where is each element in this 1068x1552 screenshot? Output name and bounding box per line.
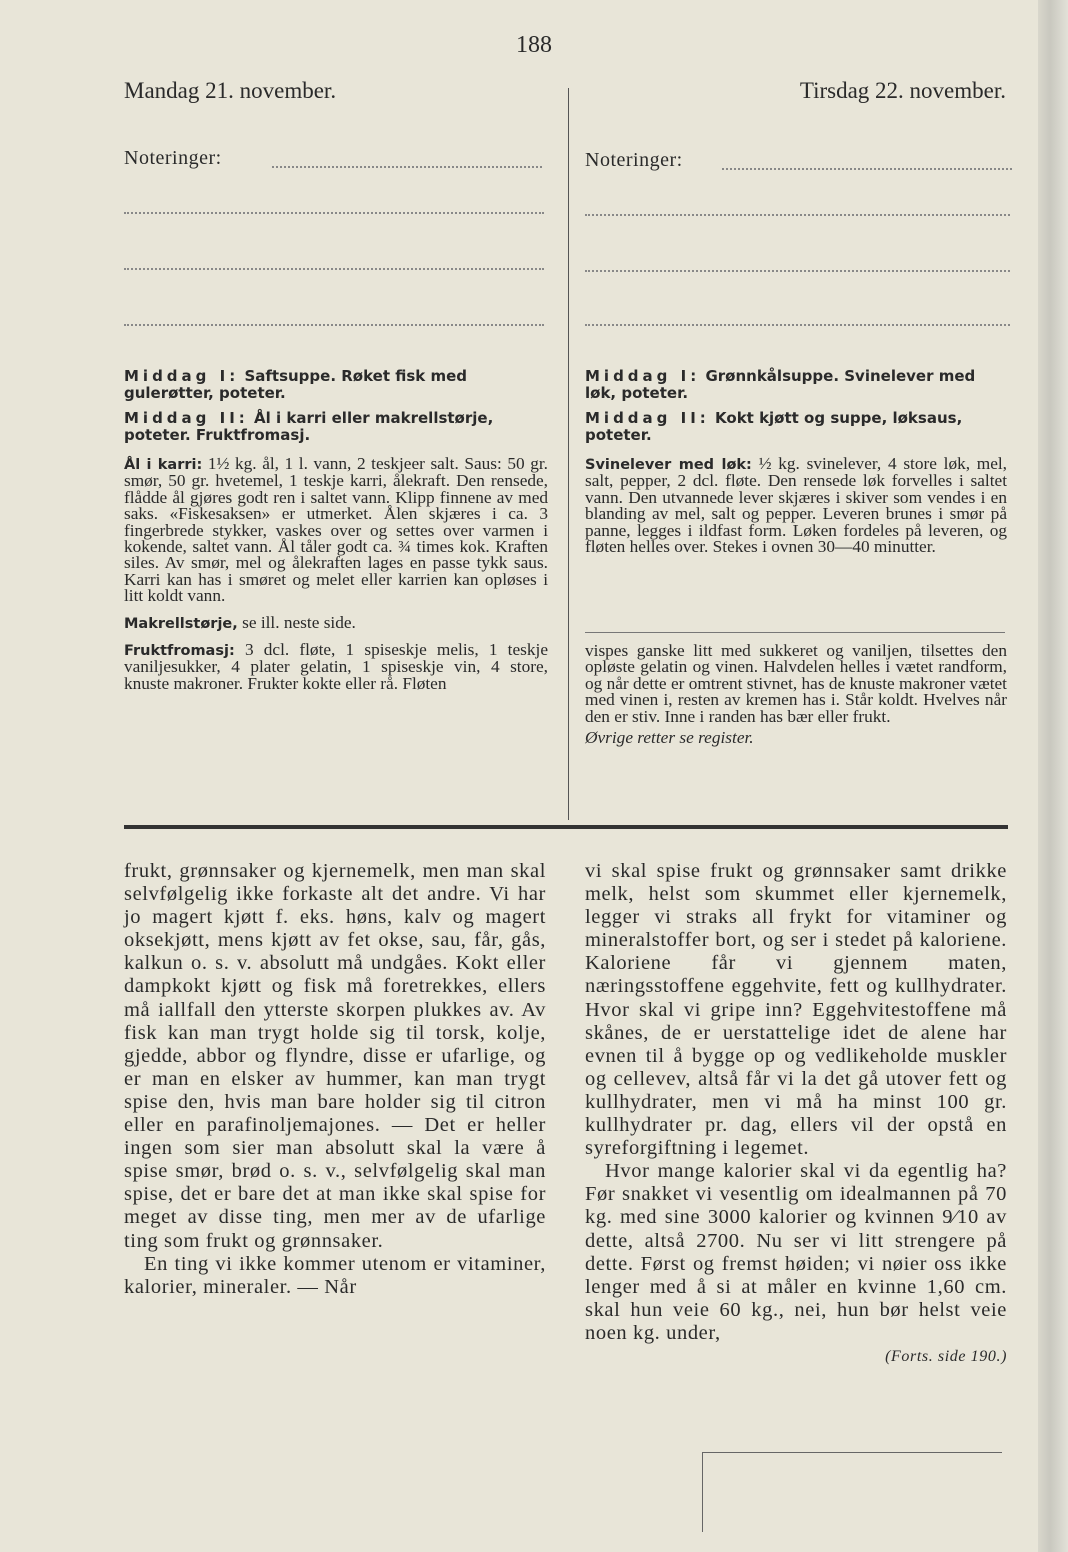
notes-line-right-4 <box>585 324 1010 326</box>
article-right-p1: vi skal spise frukt og grønnsaker samt drikke melk, helst som skummet eller kjernemelk, legger vi straks all frykt for vitaminer og mineralstoffer bort, og ser i stedet på kaloriene. Kaloriene får vi gjennem maten, næringsstoffene eggehvite, fett og kullhydrater. Hvor skal vi gripe inn? Eggehvitestoffene må skånes, de er uerstattelige idet de alene har evnen til å bygge op og vedlikeholde muskler og cellevev, altså får vi la det gå utover fett og kullhydrater, men vi må ha minst 100 gr. kullhydrater pr. dag, ellers vil der opstå en syreforgiftning i legemet. <box>585 860 1007 1160</box>
notes-line-left-3 <box>124 268 544 270</box>
recipe-al-i-karri <box>124 456 548 605</box>
notes-line-right-2 <box>585 214 1010 216</box>
recipe-fruktfromasj <box>124 642 548 692</box>
article-left-p2: En ting vi ikke kommer utenom er vitaminer, kalorier, mineraler. — Når <box>124 1252 546 1298</box>
middag-2-label: Middag II: <box>124 409 249 427</box>
recipe-makrell <box>124 612 548 632</box>
left-menu-block <box>124 368 548 692</box>
middag-2-text: Ål i karri eller makrellstørje, poteter. Fruktfromasj. <box>124 409 494 444</box>
recipe-svinelever <box>585 456 1007 555</box>
recipe-frukt-title: Fruktfromasj: <box>124 643 235 660</box>
recipe-svin-text: ½ kg. svinelever, 4 store løk, mel, salt, pepper, 2 dcl. fløte. Den rensede løk forvelles i saltet vann. Den utvannede lever skjæres i skiver som vendes i en blanding av mel, salt og pepper. Leveren brunes i smør på panne, legges i ildfast form. Løken fordeles på leveren, og fløten helles over. Stekes i ovnen 30—40 minutter. <box>585 454 1007 557</box>
recipe-al-text: 1½ kg. ål, 1 l. vann, 2 teskjeer salt. Saus: 50 gr. smør, 50 gr. hvetemel, 1 teskje karri, ålekraft. Den rensede, flådde ål gjøres godt ren i saltet vann. Klipp finnene av med saks. «Fiskesaksen» er utmerket. Ålen skjæres i ca. 3 fingerbrede stykker, vaskes over og settes over varmen i kokende, saltet vann. Ål tåler godt ca. ¾ times kok. Kraften siles. Av smør, mel og ålekraften lages en passe tykk saus. Karri kan has i smøret og melet eller karrien kan opløses i litt koldt vann. <box>124 454 548 606</box>
box-left-edge <box>702 1452 703 1532</box>
notes-line-left-1 <box>272 166 542 168</box>
recipe-cont-text: vispes ganske litt med sukkeret og vaniljen, tilsettes den opløste gelatin og vinen. Halvdelen helles i vætet randform, og når dette er omtrent stivnet, has de knuste makroner vætet med vinen i, resten av kremen has i. Står koldt. Hvelves når den er stiv. Inne i randen has bær eller frukt. <box>585 641 1007 726</box>
right-middag-2 <box>585 410 1007 444</box>
recipe-makrell-title: Makrellstørje, <box>124 615 238 632</box>
recipe-svin-title: Svinelever med løk: <box>585 457 752 473</box>
recipe-al-title: Ål i karri: <box>124 457 203 473</box>
middag-1-text: Grønnkålsuppe. Svinelever med løk, poteter. <box>585 367 976 402</box>
article-left-column <box>124 860 546 1299</box>
page-number: 188 <box>516 32 552 58</box>
recipe-frukt-text: 3 dcl. fløte, 1 spiseskje melis, 1 teskje vaniljesukker, 4 plater gelatin, 1 spiseskje vin, 4 store, knuste makroner. Frukter kokte eller rå. Fløten <box>124 640 548 693</box>
notes-line-left-2 <box>124 212 544 214</box>
notes-label-right: Noteringer: <box>585 149 683 171</box>
column-divider <box>568 88 569 820</box>
recipe-makrell-text: se ill. neste side. <box>242 612 356 632</box>
recipe-separator <box>585 632 1005 633</box>
middag-1-label: Middag I: <box>124 367 240 385</box>
recipe-fruktfromasj-continued <box>585 643 1007 746</box>
middag-1-label: Middag I: <box>585 367 701 385</box>
middag-1-text: Saftsuppe. Røket fisk med gulerøtter, poteter. <box>124 367 468 402</box>
box-top-edge <box>702 1452 1002 1453</box>
right-middag-1 <box>585 368 1007 402</box>
middag-2-label: Middag II: <box>585 409 710 427</box>
right-menu-block <box>585 368 1007 555</box>
page-edge <box>1038 0 1068 1552</box>
article-left-p1: frukt, grønnsaker og kjernemelk, men man skal selvfølgelig ikke forkaste alt det andre. Vi har jo magert kjøtt f. eks. høns, kalv og magert oksekjøtt, mens kjøtt av fet okse, sau, får, gås, kalkun o. s. v. absolutt må undgåes. Kokt eller dampkokt kjøtt og fisk må foretrekkes, ellers må iallfall den ytterste skorpen plukkes av. Av fisk kan man trygt holde sig til torsk, kolje, gjedde, abbor og flyndre, disse er ufarlige, og er man en elsker av hummer, kan man trygt spise den, hvis man bare holder sig til citron eller en parafinoljemajones. — Det er heller ingen som sier man absolutt skal la være å spise smør, brød o. s. v., selvfølgelig skal man spise, det er bare det at man ikke skal spise for meget av disse ting, men mer av de ufarlige ting som frukt og grønnsaker. <box>124 860 546 1252</box>
article-right-p2: Hvor mange kalorier skal vi da egentlig ha? Før snakket vi vesentlig om idealmannen på 70 kg. med sine 3000 kalorier og kvinnen 9⁄10 av dette, altså 2700. Nu ser vi litt strengere på dette. Først og fremst høiden; vi nøier oss ikke lenger med å si at måler en kvinne 1,60 cm. skal hun veie 60 kg., nei, hun bør helst veie noen kg. under, <box>585 1160 1007 1344</box>
ovrige-retter: Øvrige retter se register. <box>585 728 754 748</box>
tuesday-heading: Tirsdag 22. november. <box>799 78 1006 103</box>
article-right-column <box>585 860 1007 1368</box>
section-rule <box>124 825 1008 829</box>
middag-2-text: Kokt kjøtt og suppe, løksaus, poteter. <box>585 409 963 444</box>
continued-note: (Forts. side 190.) <box>885 1347 1007 1365</box>
left-middag-2 <box>124 410 548 444</box>
notes-label-left: Noteringer: <box>124 147 222 169</box>
notes-line-right-3 <box>585 270 1010 272</box>
monday-heading: Mandag 21. november. <box>124 78 337 103</box>
notes-line-left-4 <box>124 324 544 326</box>
notes-line-right-1 <box>722 168 1012 170</box>
left-middag-1 <box>124 368 548 402</box>
